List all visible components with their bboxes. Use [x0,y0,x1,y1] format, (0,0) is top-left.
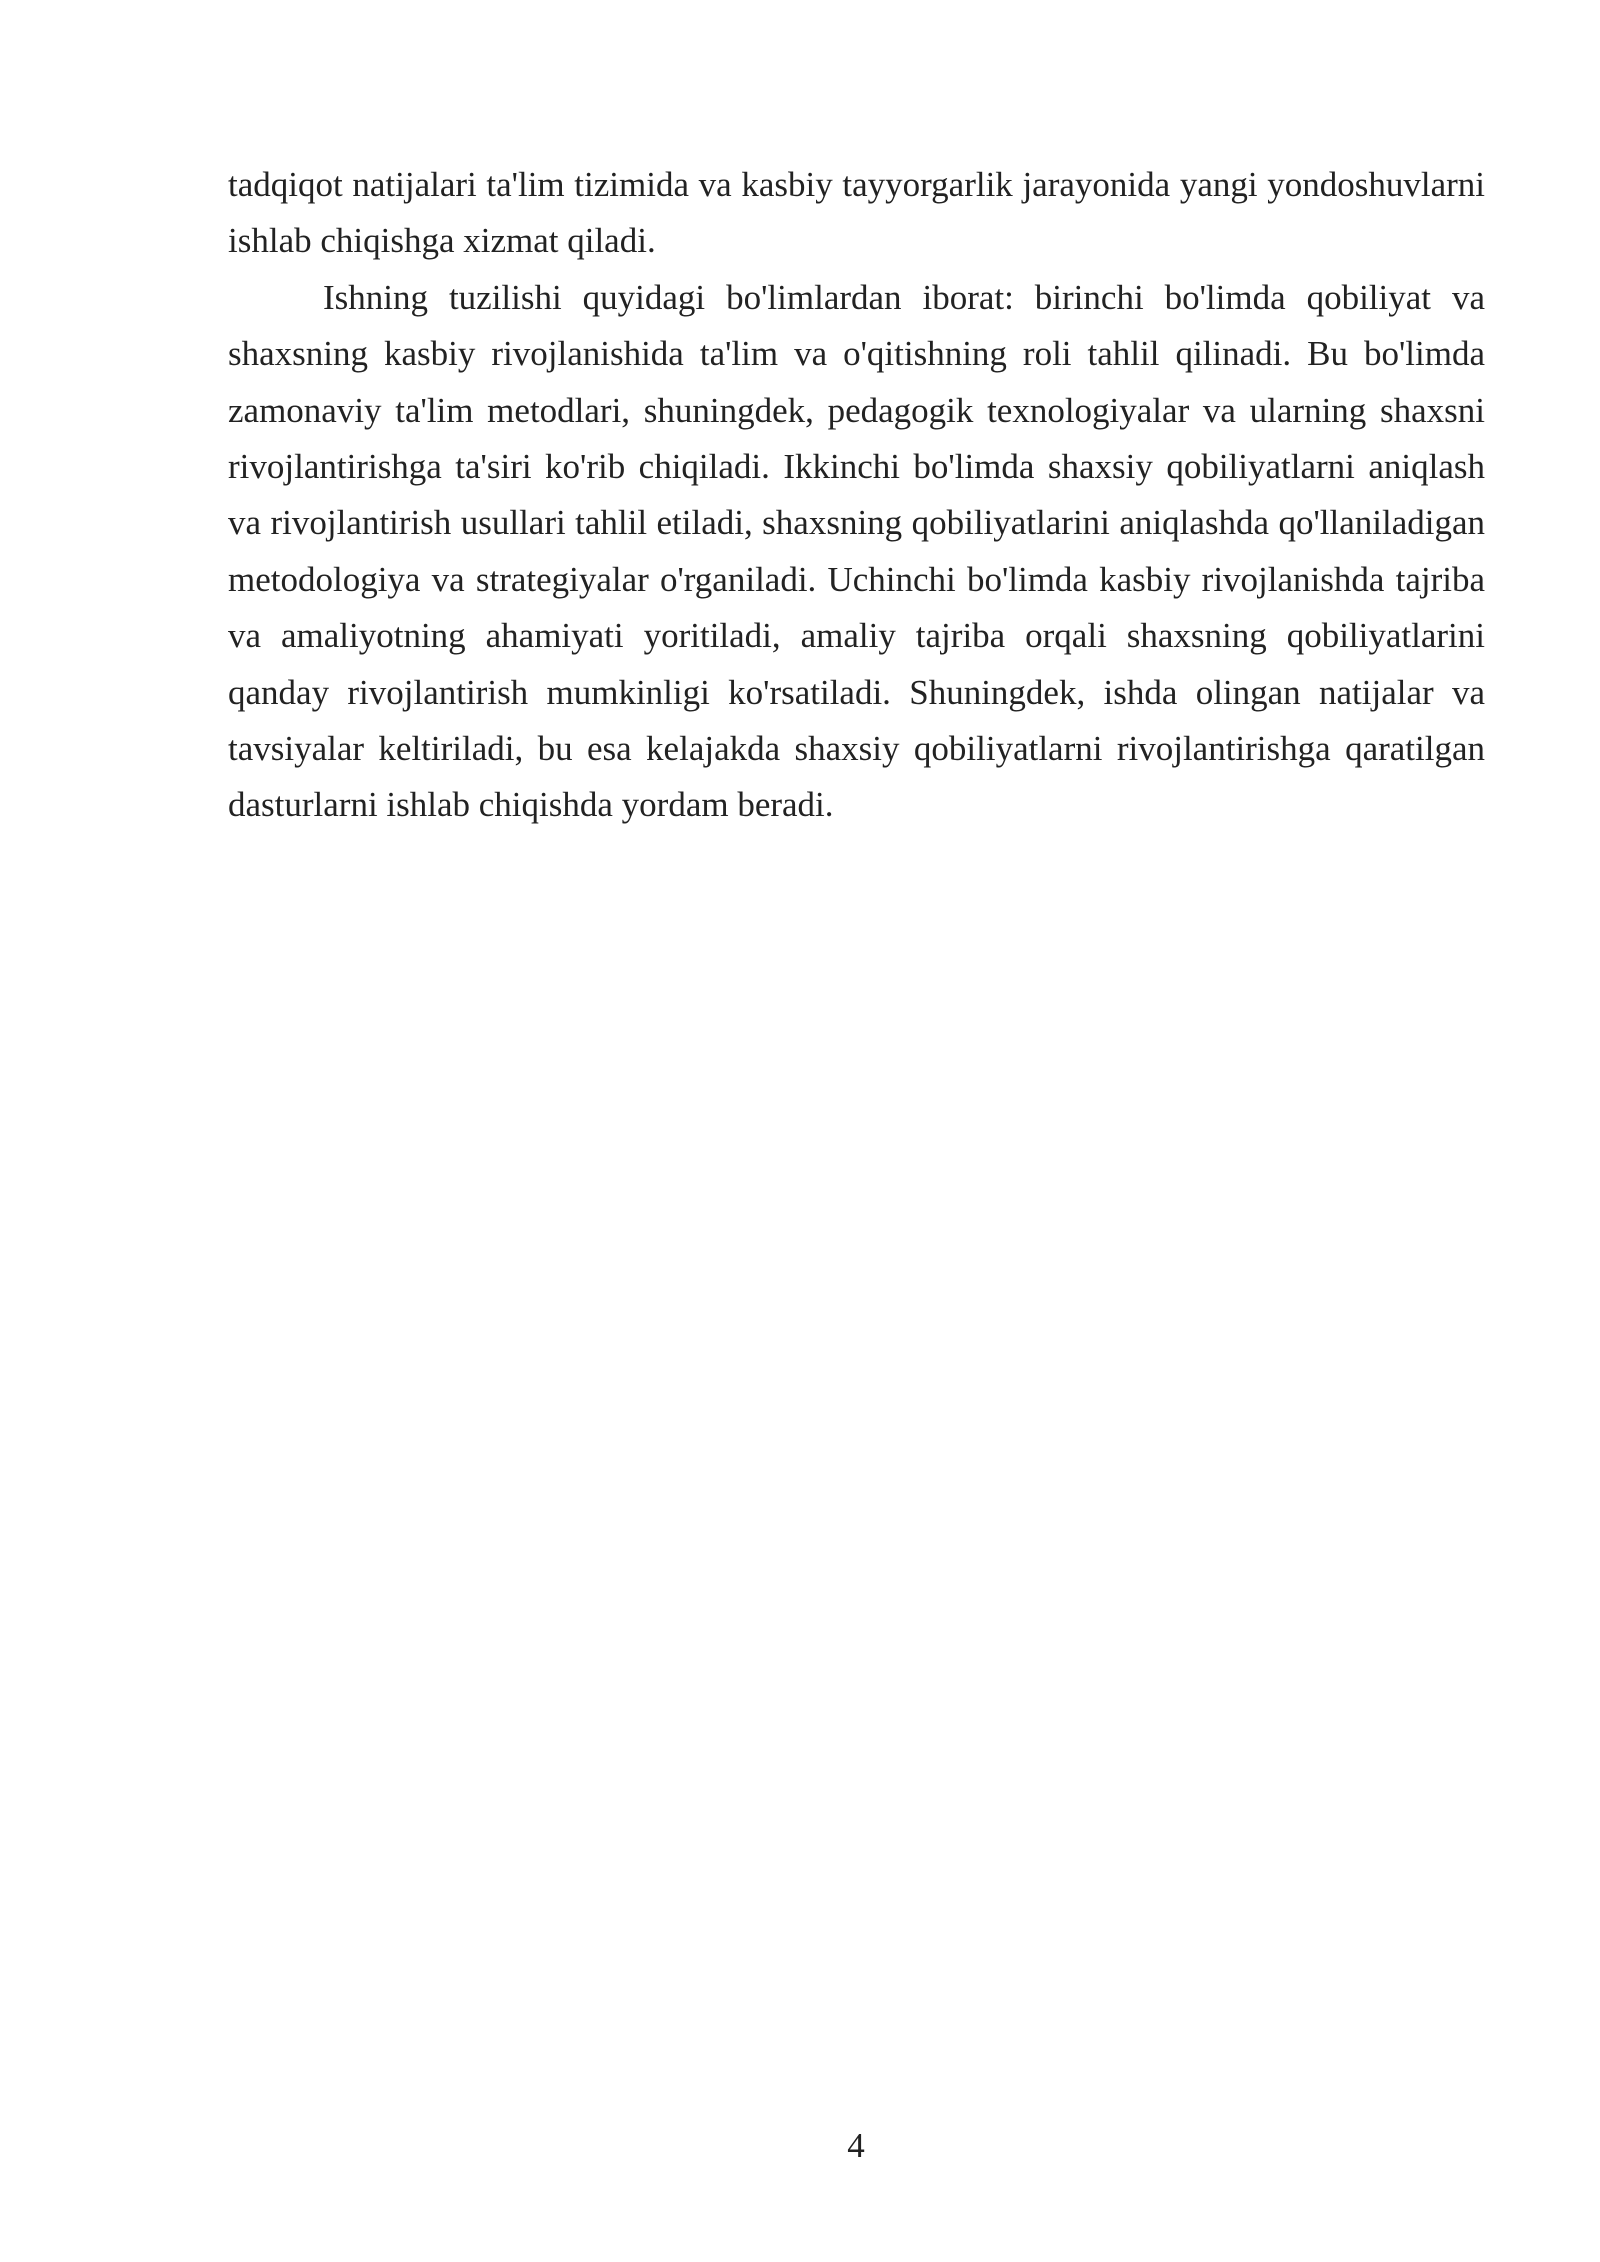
paragraph-continuation: tadqiqot natijalari ta'lim tizimida va kasbiy tayyorgarlik jarayonida yangi yondoshuvlarni ishlab chiqishga xizmat qiladi. [228,165,1485,261]
body-text [228,157,1485,834]
paragraph-structure: Ishning tuzilishi quyidagi bo'limlardan iborat: birinchi bo'limda qobiliyat va shaxsning kasbiy rivojlanishida ta'lim va o'qitishning roli tahlil qilinadi. Bu bo'limda zamonaviy ta'lim metodlari, shuningdek, pedagogik texnologiyalar va ularning shaxsni rivojlantirishga ta'siri ko'rib chiqiladi. Ikkinchi bo'limda shaxsiy qobiliyatlarni aniqlash va rivojlantirish usullari tahlil etiladi, shaxsning qobiliyatlarini aniqlashda qo'llaniladigan metodologiya va strategiyalar o'rganiladi. Uchinchi bo'limda kasbiy rivojlanishda tajriba va amaliyotning ahamiyati yoritiladi, amaliy tajriba orqali shaxsning qobiliyatlarini qanday rivojlantirish mumkinligi ko'rsatiladi. Shuningdek, ishda olingan natijalar va tavsiyalar keltiriladi, bu esa kelajakda shaxsiy qobiliyatlarni rivojlantirishga qaratilgan dasturlarni ishlab chiqishda yordam beradi. [228,277,1485,825]
page-number: 4 [847,2126,865,2165]
